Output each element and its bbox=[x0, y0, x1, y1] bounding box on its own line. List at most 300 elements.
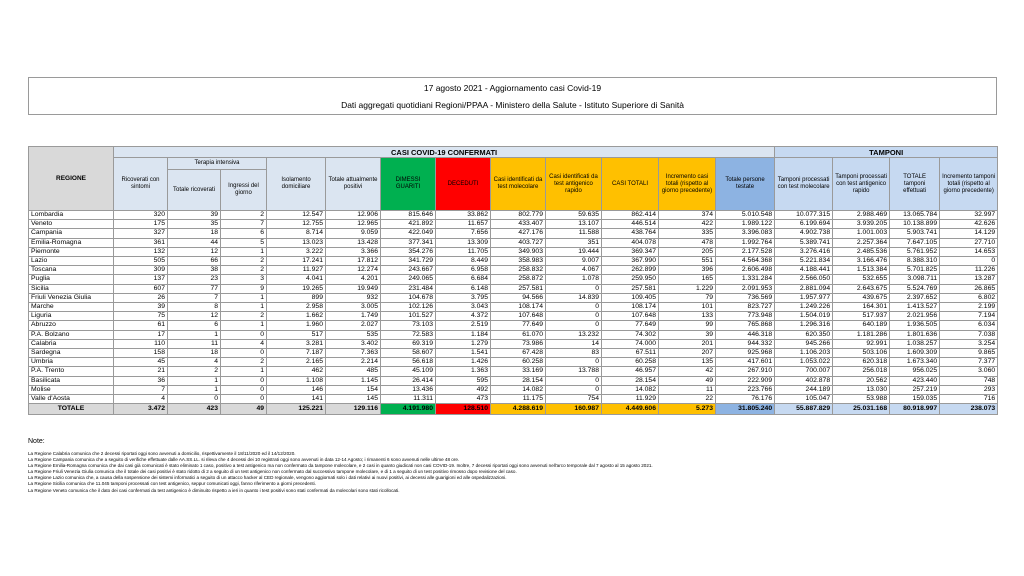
table-cell: 1 bbox=[221, 293, 267, 302]
table-cell: 3.254 bbox=[940, 339, 998, 348]
table-cell: 14.653 bbox=[940, 247, 998, 256]
table-cell: 258.832 bbox=[491, 266, 546, 275]
note-line: La Regione Veneto comunica che il dato dei casi confermati da test antigenico è diminuito rispetto a ieri in quanto i test positivi sono stati confermati da molecolari sono stati ricollocati. bbox=[28, 487, 400, 493]
table-row bbox=[29, 330, 998, 339]
table-cell: 7.194 bbox=[940, 312, 998, 321]
table-cell: 13.030 bbox=[833, 385, 890, 394]
table-cell: 11.588 bbox=[546, 229, 602, 238]
table-cell: 1.296.316 bbox=[775, 321, 833, 330]
table-cell: 1.184 bbox=[436, 330, 491, 339]
table-cell: 1.957.977 bbox=[775, 293, 833, 302]
table-cell: 0 bbox=[221, 349, 267, 358]
table-cell: 0 bbox=[221, 385, 267, 394]
table-cell: 815.646 bbox=[381, 211, 436, 220]
table-cell: 1.992.764 bbox=[716, 238, 775, 247]
table-cell: 61.070 bbox=[491, 330, 546, 339]
table-cell: 327 bbox=[114, 229, 168, 238]
table-cell: 8.388.310 bbox=[890, 257, 940, 266]
table-cell: 45 bbox=[114, 358, 168, 367]
table-cell: 7.377 bbox=[940, 358, 998, 367]
table-cell: 6.148 bbox=[436, 284, 491, 293]
table-cell: 427.176 bbox=[491, 229, 546, 238]
table-cell: 9 bbox=[221, 284, 267, 293]
header-casi: CASI COVID-19 CONFERMATI bbox=[114, 147, 775, 158]
table-cell: 8.714 bbox=[267, 229, 326, 238]
table-cell: 6 bbox=[168, 321, 221, 330]
table-cell: 320 bbox=[114, 211, 168, 220]
header-persone: Totale persone testate bbox=[716, 158, 775, 211]
region-name: Puglia bbox=[29, 275, 114, 284]
header-positivi: Totale attualmente positivi bbox=[326, 158, 381, 211]
region-name: Friuli Venezia Giulia bbox=[29, 293, 114, 302]
header-ricoverati: Ricoverati con sintomi bbox=[114, 158, 168, 211]
table-cell: 11.657 bbox=[436, 220, 491, 229]
table-cell: 13.232 bbox=[546, 330, 602, 339]
table-cell: 11.927 bbox=[267, 266, 326, 275]
table-cell: 367.990 bbox=[602, 257, 659, 266]
table-cell: 7.656 bbox=[436, 229, 491, 238]
table-cell: 17 bbox=[114, 330, 168, 339]
table-row bbox=[29, 220, 998, 229]
table-cell: 128.510 bbox=[436, 404, 491, 415]
table-cell: 1.413.527 bbox=[890, 303, 940, 312]
table-cell: 3.043 bbox=[436, 303, 491, 312]
table-cell: 956.025 bbox=[890, 367, 940, 376]
header-deceduti: DECEDUTI bbox=[436, 158, 491, 211]
table-cell: 231.484 bbox=[381, 284, 436, 293]
table-cell: 14.129 bbox=[940, 229, 998, 238]
table-cell: 9.865 bbox=[940, 349, 998, 358]
region-name: P.A. Trento bbox=[29, 367, 114, 376]
table-cell: 439.675 bbox=[833, 293, 890, 302]
table-cell: 35 bbox=[168, 220, 221, 229]
table-cell: 141 bbox=[267, 395, 326, 404]
table-cell: 351 bbox=[546, 238, 602, 247]
table-cell: 478 bbox=[659, 238, 716, 247]
table-cell: 595 bbox=[436, 376, 491, 385]
table-cell: 2.606.498 bbox=[716, 266, 775, 275]
region-name: Campania bbox=[29, 229, 114, 238]
table-cell: 4.902.738 bbox=[775, 229, 833, 238]
table-cell: 10.077.315 bbox=[775, 211, 833, 220]
table-cell: 3.472 bbox=[114, 404, 168, 415]
table-cell: 77.649 bbox=[491, 321, 546, 330]
table-cell: 19.265 bbox=[267, 284, 326, 293]
table-row bbox=[29, 229, 998, 238]
table-cell: 0 bbox=[546, 385, 602, 394]
table-cell: 423 bbox=[168, 404, 221, 415]
table-cell: 6 bbox=[221, 229, 267, 238]
table-cell: 13.436 bbox=[381, 385, 436, 394]
table-cell: 2 bbox=[221, 266, 267, 275]
table-cell: 207 bbox=[659, 349, 716, 358]
table-cell: 0 bbox=[546, 376, 602, 385]
table-cell: 165 bbox=[659, 275, 716, 284]
table-cell: 11 bbox=[659, 385, 716, 394]
table-row bbox=[29, 211, 998, 220]
notes-title: Note: bbox=[28, 438, 45, 445]
table-cell: 11.175 bbox=[491, 395, 546, 404]
table-cell: 754 bbox=[546, 395, 602, 404]
table-cell: 56.618 bbox=[381, 358, 436, 367]
table-row bbox=[29, 339, 998, 348]
table-cell: 4 bbox=[168, 358, 221, 367]
notes-list bbox=[28, 451, 988, 494]
table-cell: 9.059 bbox=[326, 229, 381, 238]
table-cell: 433.407 bbox=[491, 220, 546, 229]
header-antigenico: Casi identificati da test antigenico rapido bbox=[546, 158, 602, 211]
table-cell: 19.949 bbox=[326, 284, 381, 293]
table-row bbox=[29, 247, 998, 256]
table-cell: 12.906 bbox=[326, 211, 381, 220]
table-cell: 2.643.675 bbox=[833, 284, 890, 293]
table-cell: 1.960 bbox=[267, 321, 326, 330]
table-cell: 4.191.980 bbox=[381, 404, 436, 415]
table-cell: 60.258 bbox=[602, 358, 659, 367]
table-cell: 45.109 bbox=[381, 367, 436, 376]
table-cell: 107.648 bbox=[602, 312, 659, 321]
table-cell: 2 bbox=[221, 257, 267, 266]
table-cell: 6.199.694 bbox=[775, 220, 833, 229]
table-cell: 133 bbox=[659, 312, 716, 321]
table-cell: 75 bbox=[114, 312, 168, 321]
table-cell: 532.655 bbox=[833, 275, 890, 284]
table-cell: 3.060 bbox=[940, 367, 998, 376]
region-name: Lazio bbox=[29, 257, 114, 266]
table-cell: 33.862 bbox=[436, 211, 491, 220]
table-cell: 335 bbox=[659, 229, 716, 238]
table-cell: 423.440 bbox=[890, 376, 940, 385]
table-cell: 5.761.952 bbox=[890, 247, 940, 256]
table-cell: 259.950 bbox=[602, 275, 659, 284]
table-cell: 5.010.548 bbox=[716, 211, 775, 220]
table-row bbox=[29, 284, 998, 293]
table-cell: 154 bbox=[326, 385, 381, 394]
table-cell: 1 bbox=[221, 247, 267, 256]
table-cell: 14.082 bbox=[491, 385, 546, 394]
table-cell: 2.257.364 bbox=[833, 238, 890, 247]
table-cell: 39 bbox=[659, 330, 716, 339]
header-tamponi: TAMPONI bbox=[775, 147, 998, 158]
table-cell: 1.363 bbox=[436, 367, 491, 376]
header-regione: REGIONE bbox=[29, 147, 114, 211]
table-cell: 8 bbox=[168, 303, 221, 312]
table-cell: 79 bbox=[659, 293, 716, 302]
table-cell: 175 bbox=[114, 220, 168, 229]
table-cell: 2.397.652 bbox=[890, 293, 940, 302]
table-cell: 473 bbox=[436, 395, 491, 404]
table-cell: 249.065 bbox=[381, 275, 436, 284]
table-cell: 42 bbox=[659, 367, 716, 376]
table-cell: 74.302 bbox=[602, 330, 659, 339]
notes-section bbox=[28, 437, 988, 494]
table-cell: 8.449 bbox=[436, 257, 491, 266]
table-cell: 1.662 bbox=[267, 312, 326, 321]
table-cell: 716 bbox=[940, 395, 998, 404]
table-cell: 25.031.168 bbox=[833, 404, 890, 415]
table-cell: 9.007 bbox=[546, 257, 602, 266]
table-cell: 20.562 bbox=[833, 376, 890, 385]
table-cell: 620.350 bbox=[775, 330, 833, 339]
table-row bbox=[29, 257, 998, 266]
table-cell: 109.405 bbox=[602, 293, 659, 302]
table-cell: 14 bbox=[546, 339, 602, 348]
table-cell: 1.053.022 bbox=[775, 358, 833, 367]
table-cell: 640.189 bbox=[833, 321, 890, 330]
table-cell: 349.903 bbox=[491, 247, 546, 256]
table-cell: 607 bbox=[114, 284, 168, 293]
table-cell: 11.311 bbox=[381, 395, 436, 404]
table-cell: 3.396.083 bbox=[716, 229, 775, 238]
table-cell: 257.581 bbox=[602, 284, 659, 293]
table-cell: 1.609.309 bbox=[890, 349, 940, 358]
table-cell: 3 bbox=[221, 275, 267, 284]
table-cell: 358.983 bbox=[491, 257, 546, 266]
table-cell: 446.318 bbox=[716, 330, 775, 339]
total-row bbox=[29, 404, 998, 415]
table-cell: 11.226 bbox=[940, 266, 998, 275]
table-cell: 137 bbox=[114, 275, 168, 284]
table-cell: 69.319 bbox=[381, 339, 436, 348]
table-cell: 55.887.829 bbox=[775, 404, 833, 415]
note-line: La Regione Sicilia comunica che 11.045 tamponi processati con test antigenico, seppur comunicati oggi, fanno riferimento a giorni precedenti. bbox=[28, 481, 316, 487]
table-cell: 38 bbox=[168, 266, 221, 275]
table-cell: 1 bbox=[168, 330, 221, 339]
table-cell: 5.701.825 bbox=[890, 266, 940, 275]
table-cell: 39 bbox=[114, 303, 168, 312]
region-name: Calabria bbox=[29, 339, 114, 348]
table-cell: 244.189 bbox=[775, 385, 833, 394]
table-cell: 256.018 bbox=[833, 367, 890, 376]
note-line: La Regione Emilia-Romagna comunica che dai casi già comunicati è stato eliminato 1 caso, positivo a test antigenico ma non confermato da tampone molecolare, e 2 casi in quanto giudicati non casi COVID-19. Inoltre, 7 decessi riportati oggi sono avvenuti nell'arco temporale dal 7 agosto al 15 agosto 2021. bbox=[28, 463, 653, 469]
table-cell: 3.366 bbox=[326, 247, 381, 256]
table-cell: 492 bbox=[436, 385, 491, 394]
table-cell: 104.678 bbox=[381, 293, 436, 302]
table-cell: 0 bbox=[221, 395, 267, 404]
table-cell: 7.187 bbox=[267, 349, 326, 358]
region-name: Umbria bbox=[29, 358, 114, 367]
table-cell: 158 bbox=[114, 349, 168, 358]
table-cell: 4.041 bbox=[267, 275, 326, 284]
table-cell: 422.049 bbox=[381, 229, 436, 238]
table-cell: 99 bbox=[659, 321, 716, 330]
table-cell: 13.309 bbox=[436, 238, 491, 247]
table-cell: 620.318 bbox=[833, 358, 890, 367]
header-tamp-mol: Tamponi processati con test molecolare bbox=[775, 158, 833, 211]
table-cell: 222.909 bbox=[716, 376, 775, 385]
table-cell: 13.428 bbox=[326, 238, 381, 247]
table-cell: 77.649 bbox=[602, 321, 659, 330]
note-line: La Regione Campania comunica che a seguito di verifiche effettuate dalle AA.SS.LL. si rileva che 4 decessi dei 10 registrati oggi sono avvenuti in data 12-14 Agosto; i rimanenti 6 sono avvenuti nelle ultime 48 ore. bbox=[28, 457, 460, 463]
table-cell: 32.997 bbox=[940, 211, 998, 220]
region-name: Liguria bbox=[29, 312, 114, 321]
table-cell: 485 bbox=[326, 367, 381, 376]
table-cell: 4.372 bbox=[436, 312, 491, 321]
header-casi-totali: CASI TOTALI bbox=[602, 158, 659, 211]
header-tamp-inc: Incremento tamponi totali (rispetto al giorno precedente) bbox=[940, 158, 998, 211]
table-row bbox=[29, 376, 998, 385]
table-cell: 13.287 bbox=[940, 275, 998, 284]
table-cell: 94.566 bbox=[491, 293, 546, 302]
table-cell: 22 bbox=[659, 395, 716, 404]
table-cell: 145 bbox=[326, 395, 381, 404]
table-cell: 13.065.784 bbox=[890, 211, 940, 220]
table-cell: 2.091.953 bbox=[716, 284, 775, 293]
table-cell: 1.936.505 bbox=[890, 321, 940, 330]
region-name: Lombardia bbox=[29, 211, 114, 220]
table-cell: 257.219 bbox=[890, 385, 940, 394]
table-cell: 146 bbox=[267, 385, 326, 394]
table-cell: 17.241 bbox=[267, 257, 326, 266]
table-cell: 4 bbox=[114, 395, 168, 404]
table-cell: 18 bbox=[168, 229, 221, 238]
table-cell: 267.910 bbox=[716, 367, 775, 376]
table-cell: 1.504.019 bbox=[775, 312, 833, 321]
table-cell: 7 bbox=[114, 385, 168, 394]
table-cell: 2.566.050 bbox=[775, 275, 833, 284]
table-cell: 60.258 bbox=[491, 358, 546, 367]
table-cell: 102.126 bbox=[381, 303, 436, 312]
table-cell: 14.082 bbox=[602, 385, 659, 394]
table-cell: 505 bbox=[114, 257, 168, 266]
table-cell: 13.788 bbox=[546, 367, 602, 376]
table-cell: 899 bbox=[267, 293, 326, 302]
table-cell: 3.402 bbox=[326, 339, 381, 348]
table-cell: 293 bbox=[940, 385, 998, 394]
table-cell: 377.341 bbox=[381, 238, 436, 247]
table-cell: 1.989.122 bbox=[716, 220, 775, 229]
table-cell: 369.347 bbox=[602, 247, 659, 256]
table-cell: 7 bbox=[221, 220, 267, 229]
table-cell: 7.038 bbox=[940, 330, 998, 339]
table-cell: 160.987 bbox=[546, 404, 602, 415]
table-cell: 5.221.834 bbox=[775, 257, 833, 266]
table-cell: 1.106.203 bbox=[775, 349, 833, 358]
table-cell: 2.519 bbox=[436, 321, 491, 330]
table-row bbox=[29, 367, 998, 376]
region-name: P.A. Bolzano bbox=[29, 330, 114, 339]
table-cell: 13.107 bbox=[546, 220, 602, 229]
table-cell: 74.000 bbox=[602, 339, 659, 348]
table-cell: 0 bbox=[168, 395, 221, 404]
table-cell: 823.727 bbox=[716, 303, 775, 312]
header-terapia: Terapia intensiva bbox=[168, 158, 267, 170]
table-cell: 2.958 bbox=[267, 303, 326, 312]
table-cell: 39 bbox=[168, 211, 221, 220]
table-cell: 76.176 bbox=[716, 395, 775, 404]
region-name: Molise bbox=[29, 385, 114, 394]
table-cell: 4 bbox=[221, 339, 267, 348]
table-cell: 341.729 bbox=[381, 257, 436, 266]
table-row bbox=[29, 266, 998, 275]
table-cell: 945.266 bbox=[775, 339, 833, 348]
note-line: La Regione Friuli Venezia Giulia comunica che il totale dei casi positivi è stato ridotto di 2 a seguito di un test antigenico non confermato dal successivo tampone molecolare, e di 1 a seguito di un test positivo rimosso dopo revisione del caso. bbox=[28, 469, 517, 475]
table-cell: 3.795 bbox=[436, 293, 491, 302]
table-cell: 1 bbox=[221, 321, 267, 330]
region-name: Valle d'Aosta bbox=[29, 395, 114, 404]
table-cell: 46.957 bbox=[602, 367, 659, 376]
table-cell: 2 bbox=[221, 358, 267, 367]
table-cell: 12 bbox=[168, 312, 221, 321]
table-cell: 28.154 bbox=[602, 376, 659, 385]
table-cell: 535 bbox=[326, 330, 381, 339]
table-cell: 944.332 bbox=[716, 339, 775, 348]
table-cell: 49 bbox=[659, 376, 716, 385]
table-cell: 11.705 bbox=[436, 247, 491, 256]
table-cell: 1.801.636 bbox=[890, 330, 940, 339]
table-cell: 201 bbox=[659, 339, 716, 348]
table-cell: 4.188.441 bbox=[775, 266, 833, 275]
table-cell: 551 bbox=[659, 257, 716, 266]
table-cell: 2.021.956 bbox=[890, 312, 940, 321]
table-cell: 42.626 bbox=[940, 220, 998, 229]
table-cell: 238.073 bbox=[940, 404, 998, 415]
table-cell: 422 bbox=[659, 220, 716, 229]
table-cell: 1 bbox=[221, 303, 267, 312]
title-box bbox=[28, 77, 997, 115]
table-cell: 1.038.257 bbox=[890, 339, 940, 348]
table-cell: 258.872 bbox=[491, 275, 546, 284]
region-name: Piemonte bbox=[29, 247, 114, 256]
table-cell: 3.276.416 bbox=[775, 247, 833, 256]
table-row bbox=[29, 238, 998, 247]
table-cell: 2.988.469 bbox=[833, 211, 890, 220]
table-cell: 164.301 bbox=[833, 303, 890, 312]
table-cell: 18 bbox=[168, 349, 221, 358]
table-cell: 12.965 bbox=[326, 220, 381, 229]
table-cell: 108.174 bbox=[491, 303, 546, 312]
table-cell: 3.166.476 bbox=[833, 257, 890, 266]
table-cell: 0 bbox=[940, 257, 998, 266]
table-cell: 3.098.711 bbox=[890, 275, 940, 284]
table-row bbox=[29, 312, 998, 321]
table-cell: 73.103 bbox=[381, 321, 436, 330]
table-cell: 1.249.226 bbox=[775, 303, 833, 312]
table-cell: 108.174 bbox=[602, 303, 659, 312]
header-ti-ingressi: Ingressi del giorno bbox=[221, 170, 267, 211]
table-cell: 1 bbox=[221, 367, 267, 376]
table-cell: 72.583 bbox=[381, 330, 436, 339]
table-cell: 765.868 bbox=[716, 321, 775, 330]
table-cell: 700.007 bbox=[775, 367, 833, 376]
table-cell: 27.710 bbox=[940, 238, 998, 247]
table-cell: 6.958 bbox=[436, 266, 491, 275]
table-cell: 33.169 bbox=[491, 367, 546, 376]
table-cell: 0 bbox=[221, 330, 267, 339]
table-cell: 6.034 bbox=[940, 321, 998, 330]
table-cell: 4.288.619 bbox=[491, 404, 546, 415]
table-row bbox=[29, 293, 998, 302]
table-cell: 4.449.606 bbox=[602, 404, 659, 415]
table-cell: 932 bbox=[326, 293, 381, 302]
region-name: Veneto bbox=[29, 220, 114, 229]
report-subtitle: Dati aggregati quotidiani Regioni/PPAA - Ministero della Salute - Istituto Superiore di Sanità bbox=[341, 100, 684, 110]
table-cell: 125.221 bbox=[267, 404, 326, 415]
header-tamp-ant: Tamponi processati con test antigenico rapido bbox=[833, 158, 890, 211]
table-cell: 404.078 bbox=[602, 238, 659, 247]
table-cell: 1.078 bbox=[546, 275, 602, 284]
table-cell: 402.878 bbox=[775, 376, 833, 385]
table-cell: 1.001.003 bbox=[833, 229, 890, 238]
table-cell: 517.937 bbox=[833, 312, 890, 321]
table-cell: 132 bbox=[114, 247, 168, 256]
table-cell: 21 bbox=[114, 367, 168, 376]
table-cell: 49 bbox=[221, 404, 267, 415]
table-cell: 4.067 bbox=[546, 266, 602, 275]
table-cell: 61 bbox=[114, 321, 168, 330]
table-cell: 6.684 bbox=[436, 275, 491, 284]
table-cell: 11 bbox=[168, 339, 221, 348]
